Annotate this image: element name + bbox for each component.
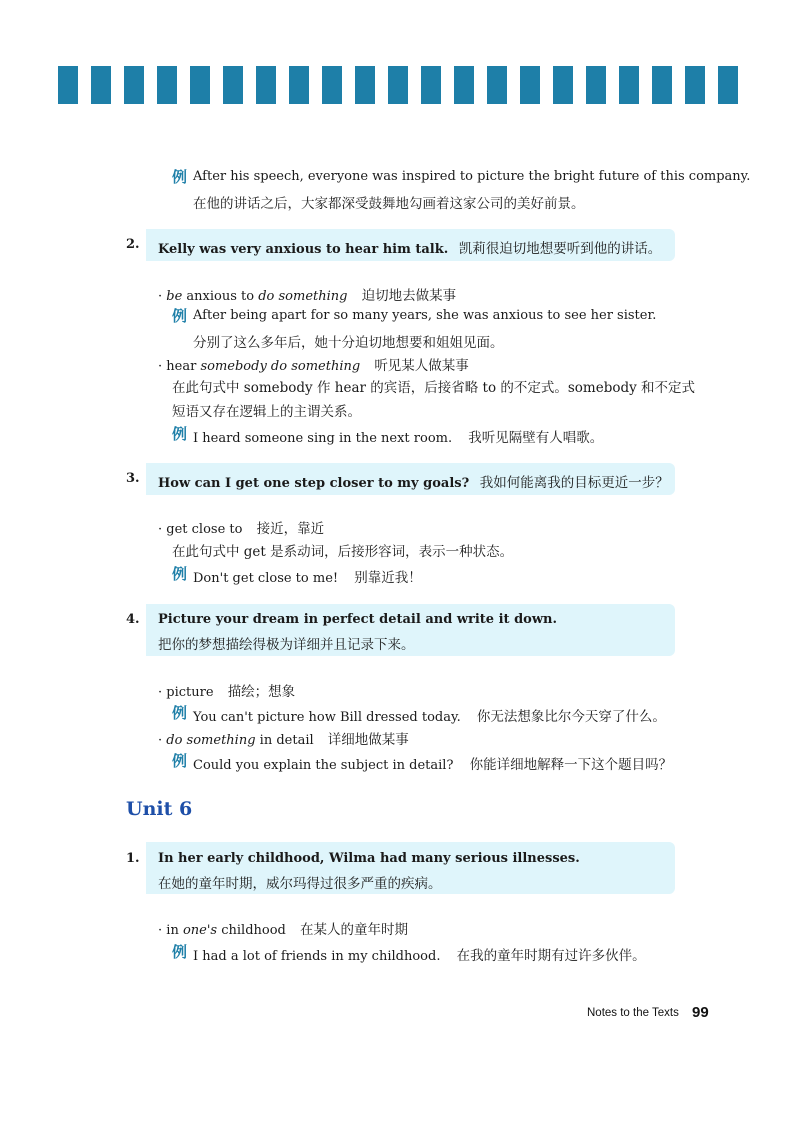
phrase-entry (158, 728, 409, 748)
example-line (193, 753, 672, 773)
example-marker: 例 (172, 943, 188, 961)
phrase-part: childhood (217, 923, 286, 938)
example-marker: 例 (172, 425, 188, 443)
header-block (586, 66, 606, 104)
bullet-dot: · (158, 733, 163, 748)
phrase-meaning: 详细地做某事 (327, 732, 409, 748)
header-block (454, 66, 474, 104)
page-number: 99 (692, 1004, 709, 1021)
example-marker: 例 (172, 168, 188, 186)
phrase-entry (158, 918, 408, 938)
phrase-part: somebody do something (200, 359, 361, 374)
bullet-dot: · (158, 289, 163, 304)
key-sentence (158, 237, 661, 257)
phrase-part: one's (182, 923, 218, 938)
header-block (91, 66, 111, 104)
phrase-meaning: 在某人的童年时期 (300, 922, 409, 938)
example-cn: 分别了这么多年后，她十分迫切地想要和姐姐见面。 (193, 335, 504, 351)
example-cn: 你无法想象比尔今天穿了什么。 (476, 709, 666, 725)
bullet-dot: · (158, 923, 163, 938)
header-block (388, 66, 408, 104)
header-block (487, 66, 507, 104)
example-en: After his speech, everyone was inspired to picture the bright future of this company. (193, 169, 751, 184)
sentence-cn: 凯莉很迫切地想要听到他的讲话。 (458, 241, 662, 257)
example-cn: 别靠近我！ (354, 570, 422, 586)
key-sentence (158, 471, 669, 491)
header-block (421, 66, 441, 104)
phrase-meaning: 描绘；想象 (227, 684, 296, 700)
sentence-en: How can I get one step closer to my goals? (158, 476, 470, 491)
phrase-meaning: 迫切地去做某事 (361, 288, 457, 304)
example-en: You can't picture how Bill dressed today. (193, 710, 461, 725)
phrase-part: anxious to (182, 289, 259, 304)
example-line (193, 566, 422, 586)
phrase-meaning: 接近，靠近 (256, 521, 325, 537)
sentence-cn: 我如何能离我的目标更近一步？ (479, 475, 669, 491)
item-number: 4. (126, 612, 140, 627)
example-line (193, 426, 603, 446)
example-en: Don't get close to me! (193, 571, 339, 586)
usage-note: 短语又存在逻辑上的主谓关系。 (172, 404, 361, 420)
phrase-part: picture (166, 685, 214, 700)
phrase-part: in (166, 923, 183, 938)
phrase-part: hear (166, 359, 201, 374)
phrase-entry (158, 680, 295, 700)
phrase-part: do something (258, 289, 348, 304)
phrase-meaning: 听见某人做某事 (374, 358, 469, 374)
example-cn: 在我的童年时期有过许多伙伴。 (456, 948, 646, 964)
example-en: I heard someone sing in the next room. (193, 431, 453, 446)
phrase-entry (158, 284, 456, 304)
header-block (355, 66, 375, 104)
item-number: 2. (126, 237, 140, 252)
phrase-part: get close to (166, 522, 243, 537)
header-block (685, 66, 705, 104)
phrase-entry (158, 354, 469, 374)
header-block (157, 66, 177, 104)
phrase-entry (158, 517, 324, 537)
sentence-en: Picture your dream in perfect detail and write it down. (158, 612, 557, 627)
bullet-dot: · (158, 522, 163, 537)
header-block (124, 66, 144, 104)
header-block (652, 66, 672, 104)
bullet-dot: · (158, 685, 163, 700)
example-en: I had a lot of friends in my childhood. (193, 949, 441, 964)
header-block (322, 66, 342, 104)
header-block (58, 66, 78, 104)
item-number: 3. (126, 471, 140, 486)
sentence-cn: 把你的梦想描绘得极为详细并且记录下来。 (158, 637, 415, 653)
example-marker: 例 (172, 565, 188, 583)
header-block (256, 66, 276, 104)
usage-note: 在此句式中 get 是系动词，后接形容词，表示一种状态。 (172, 544, 514, 560)
header-block (553, 66, 573, 104)
sentence-cn: 在她的童年时期，威尔玛得过很多严重的疾病。 (158, 876, 442, 892)
example-en: Could you explain the subject in detail? (193, 758, 454, 773)
header-decoration (58, 66, 758, 104)
example-marker: 例 (172, 704, 188, 722)
phrase-part: in detail (255, 733, 314, 748)
header-block (190, 66, 210, 104)
footer-section-label: Notes to the Texts (587, 1007, 679, 1019)
example-line (193, 944, 646, 964)
example-line (193, 705, 666, 725)
header-block (619, 66, 639, 104)
example-cn: 你能详细地解释一下这个题目吗？ (469, 757, 673, 773)
unit-title: Unit 6 (126, 798, 193, 820)
sentence-en: In her early childhood, Wilma had many serious illnesses. (158, 851, 580, 866)
phrase-part: be (166, 289, 183, 304)
phrase-part: do something (166, 733, 256, 748)
example-cn: 在他的讲话之后，大家都深受鼓舞地勾画着这家公司的美好前景。 (193, 196, 585, 212)
header-block (520, 66, 540, 104)
example-marker: 例 (172, 307, 188, 325)
bullet-dot: · (158, 359, 163, 374)
example-marker: 例 (172, 752, 188, 770)
header-block (718, 66, 738, 104)
item-number: 1. (126, 851, 140, 866)
sentence-en: Kelly was very anxious to hear him talk. (158, 242, 449, 257)
header-block (289, 66, 309, 104)
usage-note: 在此句式中 somebody 作 hear 的宾语，后接省略 to 的不定式。somebody 和不定式 (172, 380, 696, 396)
header-block (223, 66, 243, 104)
example-cn: 我听见隔壁有人唱歌。 (468, 430, 604, 446)
example-en: After being apart for so many years, she was anxious to see her sister. (193, 308, 657, 323)
